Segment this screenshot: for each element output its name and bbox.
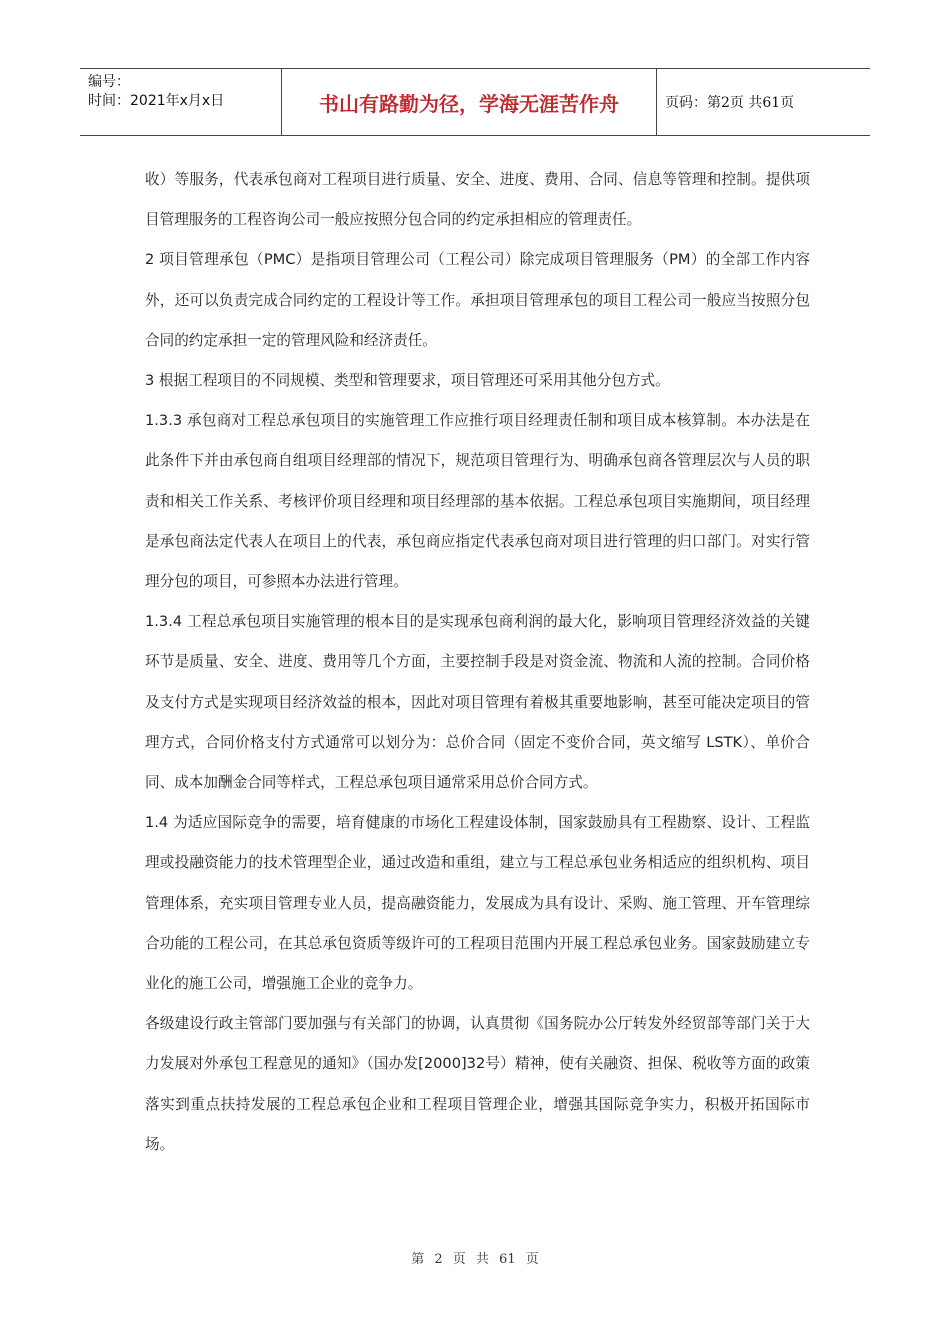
page-header bbox=[80, 68, 870, 136]
paragraph: 2 项目管理承包（PMC）是指项目管理公司（工程公司）除完成项目管理服务（PM）的全部工作内容外，还可以负责完成合同约定的工程设计等工作。承担项目管理承包的项目工程公司一般应当按照分包合同的约定承担一定的管理风险和经济责任。 bbox=[145, 251, 810, 349]
paragraph: 1.3.3 承包商对工程总承包项目的实施管理工作应推行项目经理责任制和项目成本核算制。本办法是在此条件下并由承包商自组项目经理部的情况下，规范项目管理行为、明确承包商各管理层次与人员的职责和相关工作关系、考核评价项目经理和项目经理部的基本依据。工程总承包项目实施期间，项目经理是承包商法定代表人在项目上的代表，承包商应指定代表承包商对项目进行管理的归口部门。对实行管理分包的项目，可参照本办法进行管理。 bbox=[145, 412, 810, 591]
paragraph: 收）等服务，代表承包商对工程项目进行质量、安全、进度、费用、合同、信息等管理和控制。提供项目管理服务的工程咨询公司一般应按照分包合同的约定承担相应的管理责任。 bbox=[145, 171, 810, 229]
document-body bbox=[145, 160, 810, 1165]
header-motto: 书山有路勤为径，学海无涯苦作舟 bbox=[282, 69, 657, 135]
header-meta bbox=[80, 69, 282, 135]
header-page-info: 页码：第2页 共61页 bbox=[665, 95, 795, 111]
paragraph: 1.4 为适应国际竞争的需要，培育健康的市场化工程建设体制，国家鼓励具有工程勘察、设计、工程监理或投融资能力的技术管理型企业，通过改造和重组，建立与工程总承包业务相适应的组织机构、项目管理体系，充实项目管理专业人员，提高融资能力，发展成为具有设计、采购、施工管理、开车管理综合功能的工程公司，在其总承包资质等级许可的工程项目范围内开展工程总承包业务。国家鼓励建立专业化的施工公司，增强施工企业的竞争力。 bbox=[145, 814, 810, 993]
paragraph: 各级建设行政主管部门要加强与有关部门的协调，认真贯彻《国务院办公厅转发外经贸部等部门关于大力发展对外承包工程意见的通知》（国办发[2000]32号）精神，使有关融资、担保、税收等方面的政策落实到重点扶持发展的工程总承包企业和工程项目管理企业，增强其国际竞争实力，积极开拓国际市场。 bbox=[145, 1015, 810, 1153]
document-number-label: 编号： bbox=[88, 74, 130, 90]
paragraph: 1.3.4 工程总承包项目实施管理的根本目的是实现承包商利润的最大化，影响项目管理经济效益的关键环节是质量、安全、进度、费用等几个方面，主要控制手段是对资金流、物流和人流的控制。合同价格及支付方式是实现项目经济效益的根本，因此对项目管理有着极其重要地影响，甚至可能决定项目的管理方式，合同价格支付方式通常可以划分为：总价合同（固定不变价合同，英文缩写 LSTK）、单价合同、成本加酬金合同等样式，工程总承包项目通常采用总价合同方式。 bbox=[145, 613, 810, 792]
paragraph: 3 根据工程项目的不同规模、类型和管理要求，项目管理还可采用其他分包方式。 bbox=[145, 372, 670, 390]
document-time-label: 时间：2021年x月x日 bbox=[88, 93, 225, 109]
page-footer: 第 2 页 共 61 页 bbox=[411, 1252, 539, 1267]
